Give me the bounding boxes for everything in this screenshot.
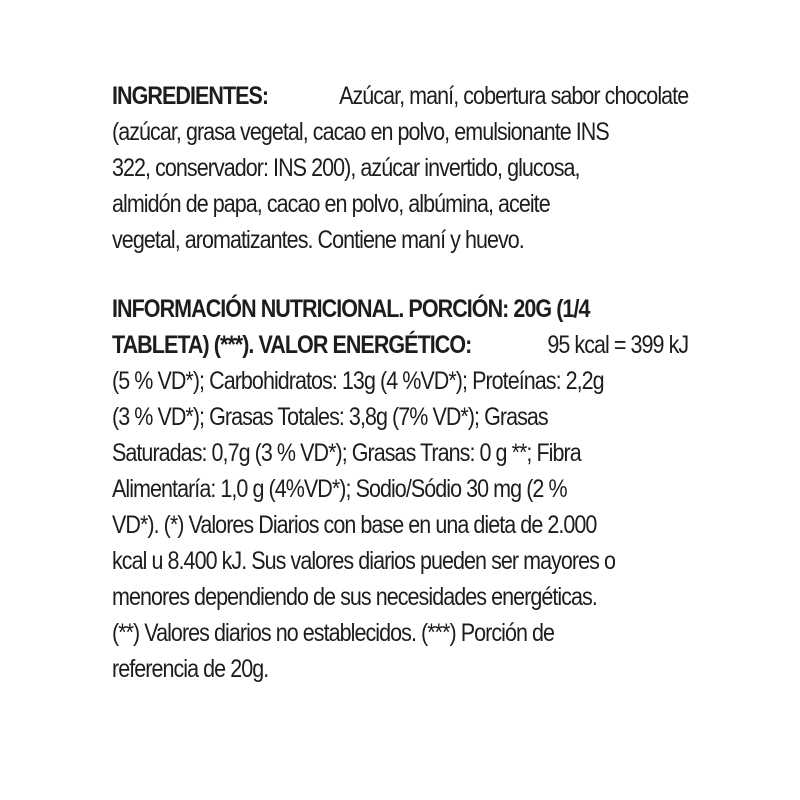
ingredients-text-2: (azúcar, grasa vegetal, cacao en polvo, emulsionante INS — [112, 118, 609, 146]
nutrition-text-7: menores dependiendo de sus necesidades energéticas. — [112, 583, 597, 611]
nutrition-line-1 — [112, 363, 688, 399]
ingredients-label: INGREDIENTES: — [112, 82, 269, 110]
nutrition-text-8: (**) Valores diarios no establecidos. (***) Porción de — [112, 619, 555, 647]
ingredients-text-1: Azúcar, maní, cobertura sabor chocolate — [339, 82, 689, 110]
nutrition-line-5 — [112, 507, 688, 543]
ingredients-text-5: vegetal, aromatizantes. Contiene maní y huevo. — [112, 226, 524, 254]
nutrition-section — [112, 291, 688, 687]
nutrition-text-4: Alimentaría: 1,0 g (4%VD*); Sodio/Sódio 30 mg (2 % — [112, 475, 567, 503]
ingredients-line-4 — [112, 186, 688, 222]
nutrition-line-3 — [112, 435, 688, 471]
nutrition-line-2 — [112, 399, 688, 435]
nutrition-text-3: Saturadas: 0,7g (3 % VD*); Grasas Trans: 0 g **; Fibra — [112, 439, 581, 467]
ingredients-line-2 — [112, 114, 688, 150]
nutrition-line-4 — [112, 471, 688, 507]
energy-value: 95 kcal = 399 kJ — [547, 331, 689, 359]
nutrition-heading-2: TABLETA) (***). VALOR ENERGÉTICO: — [112, 331, 472, 359]
nutrition-text-9: referencia de 20g. — [112, 655, 269, 683]
nutrition-text-1: (5 % VD*); Carbohidratos: 13g (4 %VD*); Proteínas: 2,2g — [112, 367, 604, 395]
nutrition-heading-line-2 — [112, 327, 688, 363]
nutrition-text-5: VD*). (*) Valores Diarios con base en una dieta de 2.000 — [112, 511, 597, 539]
ingredients-section — [112, 78, 688, 258]
nutrition-heading-1: INFORMACIÓN NUTRICIONAL. PORCIÓN: 20G (1/4 — [112, 295, 590, 323]
ingredients-text-3: 322, conservador: INS 200), azúcar invertido, glucosa, — [112, 154, 580, 182]
nutrition-heading-line-1 — [112, 291, 688, 327]
nutrition-line-9 — [112, 651, 688, 687]
nutrition-line-7 — [112, 579, 688, 615]
nutrition-text-6: kcal u 8.400 kJ. Sus valores diarios pueden ser mayores o — [112, 547, 615, 575]
ingredients-line-1 — [112, 78, 688, 114]
nutrition-line-8 — [112, 615, 688, 651]
ingredients-text-4: almidón de papa, cacao en polvo, albúmina, aceite — [112, 190, 550, 218]
nutrition-line-6 — [112, 543, 688, 579]
ingredients-line-5 — [112, 222, 688, 258]
ingredients-line-3 — [112, 150, 688, 186]
nutrition-text-2: (3 % VD*); Grasas Totales: 3,8g (7% VD*); Grasas — [112, 403, 548, 431]
